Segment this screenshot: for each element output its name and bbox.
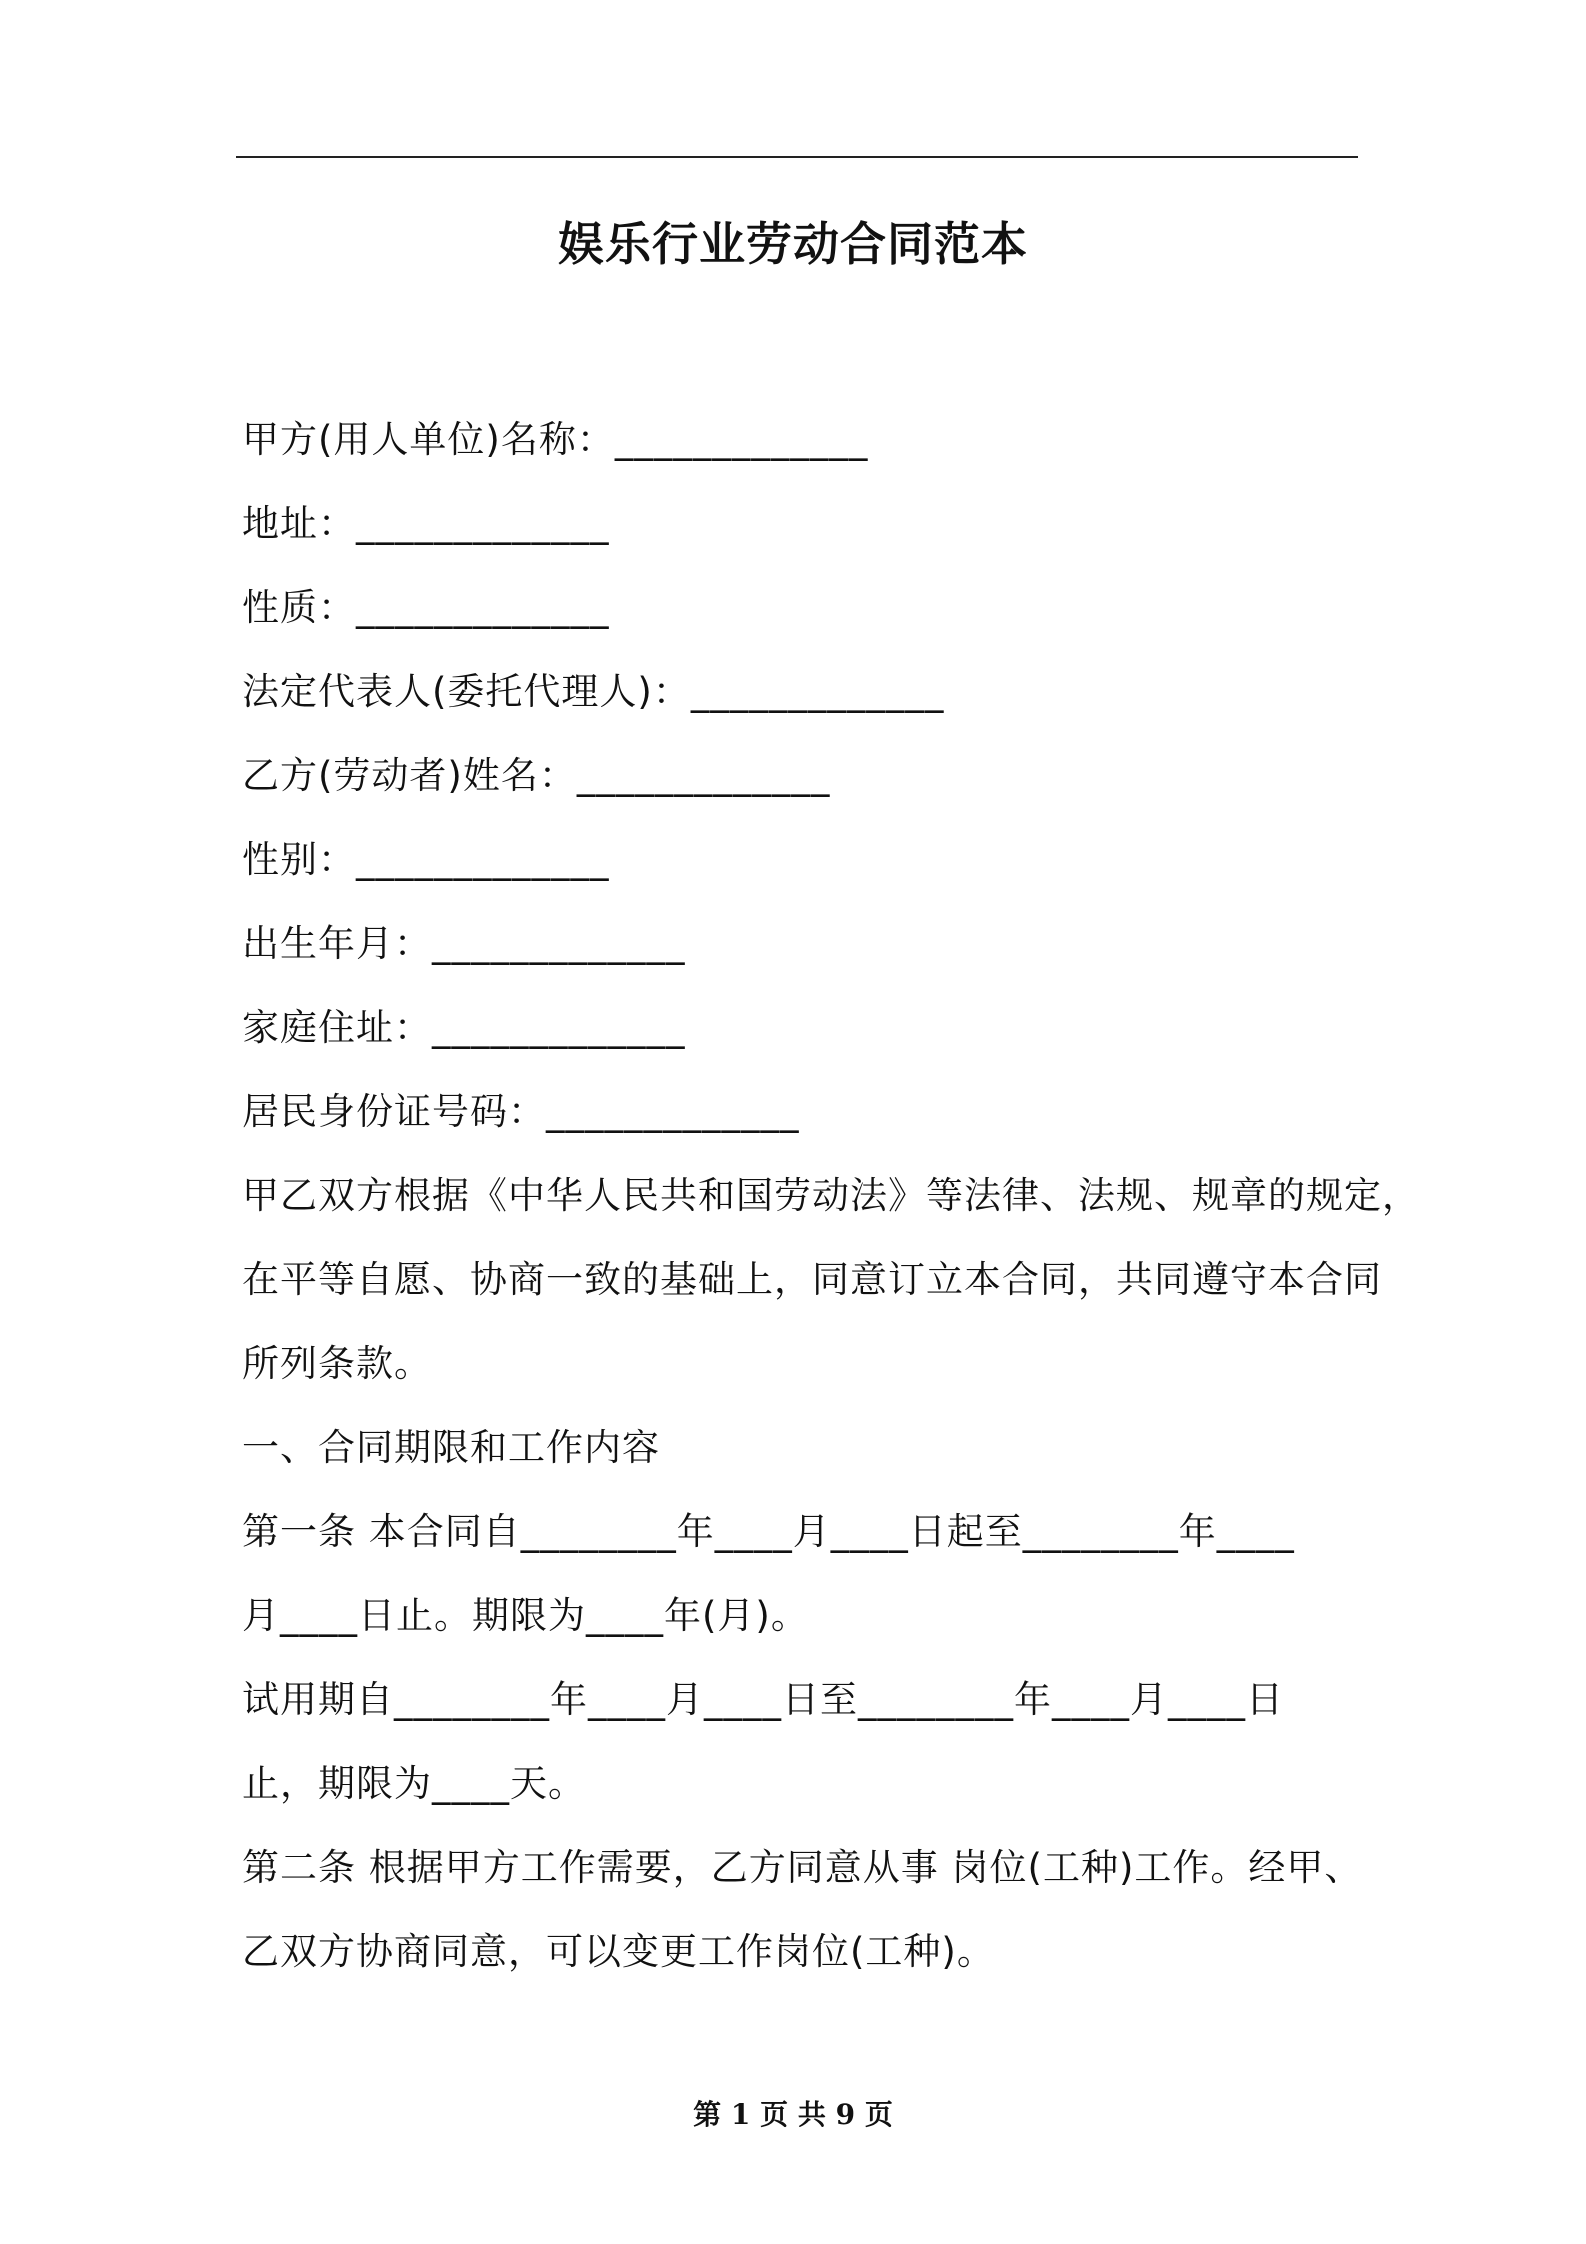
field-id-number: 居民身份证号码：_____________ [242,1090,800,1133]
document-title: 娱乐行业劳动合同范本 [558,217,1028,271]
field-gender: 性别：_____________ [242,838,610,881]
paragraph-line: 甲乙双方根据《中华人民共和国劳动法》等法律、法规、规章的规定， [242,1174,1420,1217]
field-party-b-name: 乙方(劳动者)姓名：_____________ [242,754,831,797]
paragraph-line: 月____日止。期限为____年(月)。 [242,1594,809,1637]
field-nature: 性质：_____________ [242,586,610,629]
paragraph-line: 试用期自________年____月____日至________年____月____日 [242,1678,1284,1721]
page-number: 第 1 页 共 9 页 [693,2098,893,2131]
paragraph-line: 所列条款。 [242,1342,432,1385]
paragraph-line: 止，期限为____天。 [242,1762,586,1805]
field-home-address: 家庭住址：_____________ [242,1006,686,1049]
paragraph-line: 在平等自愿、协商一致的基础上，同意订立本合同，共同遵守本合同 [242,1258,1382,1301]
paragraph-line: 乙双方协商同意，可以变更工作岗位(工种)。 [242,1930,995,1973]
field-legal-representative: 法定代表人(委托代理人)：_____________ [242,670,945,713]
document-body [242,398,1420,1994]
field-party-a-name: 甲方(用人单位)名称：_____________ [242,418,869,461]
header-rule [236,156,1358,158]
field-address: 地址：_____________ [242,502,610,545]
paragraph-line: 第二条 根据甲方工作需要，乙方同意从事 岗位(工种)工作。经甲、 [242,1846,1363,1889]
field-birth-date: 出生年月：_____________ [242,922,686,965]
section-heading: 一、合同期限和工作内容 [242,1426,660,1469]
paragraph-line: 第一条 本合同自________年____月____日起至________年____ [242,1510,1295,1553]
